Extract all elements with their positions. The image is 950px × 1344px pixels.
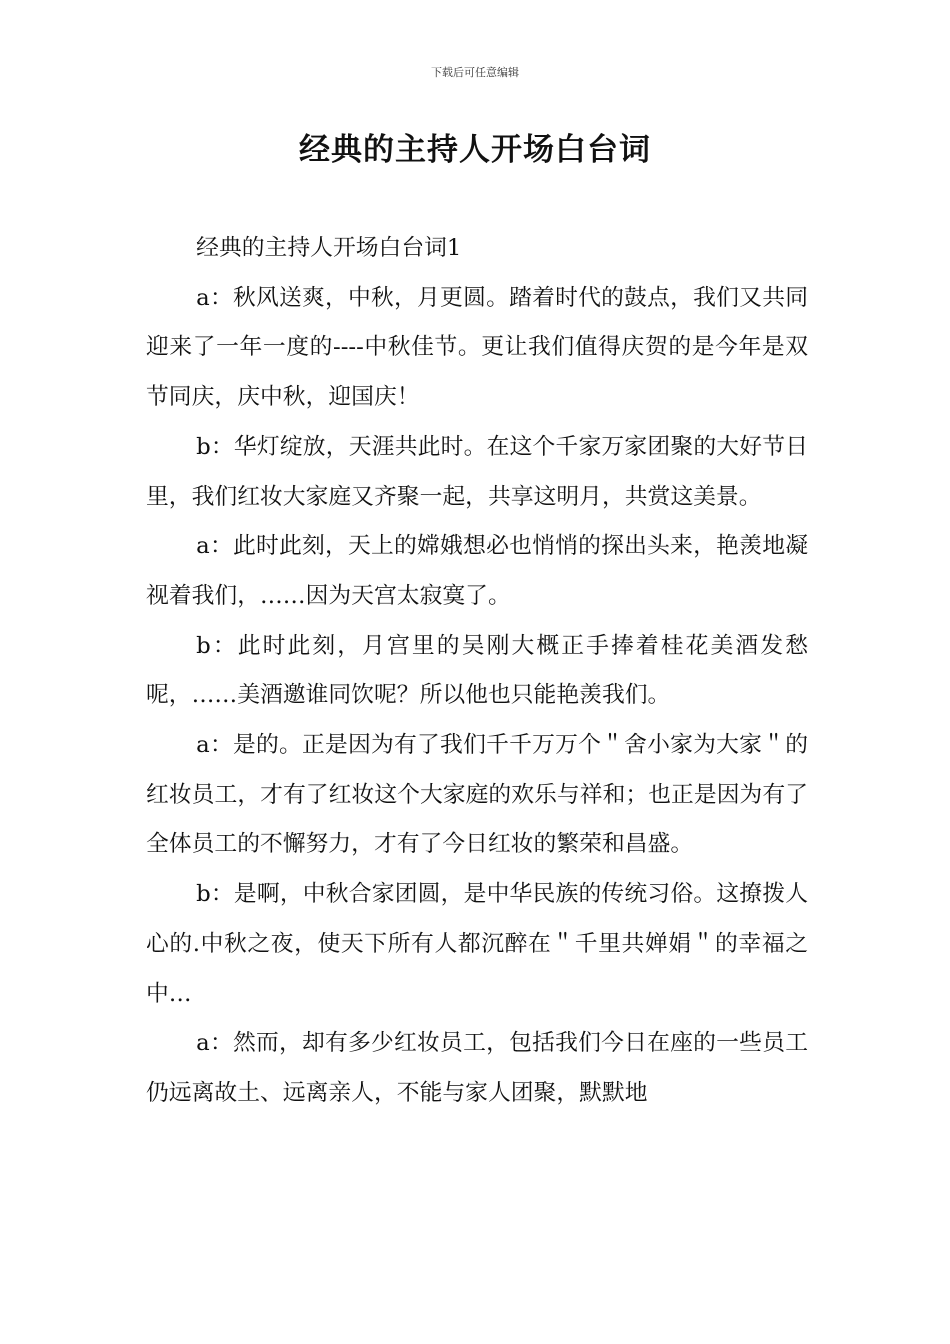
paragraph: a：秋风送爽，中秋，月更圆。踏着时代的鼓点，我们又共同迎来了一年一度的----中秋佳节。更让我们值得庆贺的是今年是双节同庆，庆中秋，迎国庆！ bbox=[146, 284, 808, 411]
paragraph: b：华灯绽放，天涯共此时。在这个千家万家团聚的大好节日里，我们红妆大家庭又齐聚一起，共享这明月，共赏这美景。 bbox=[146, 433, 808, 510]
paragraph: b：是啊，中秋合家团圆，是中华民族的传统习俗。这撩拨人心的.中秋之夜，使天下所有人都沉醉在＂千里共婵娟＂的幸福之中… bbox=[146, 881, 808, 1007]
document-body bbox=[146, 224, 808, 1119]
paragraph: a：是的。正是因为有了我们千千万万个＂舍小家为大家＂的红妆员工，才有了红妆这个大家庭的欢乐与祥和；也正是因为有了全体员工的不懈努力，才有了今日红妆的繁荣和昌盛。 bbox=[146, 732, 808, 858]
paragraph-subtitle: 经典的主持人开场白台词1 bbox=[196, 235, 462, 261]
paragraph: a：此时此刻，天上的嫦娥想必也悄悄的探出头来，艳羡地凝视着我们，……因为天宫太寂寞了。 bbox=[146, 533, 808, 609]
paragraph: a：然而，却有多少红妆员工，包括我们今日在座的一些员工仍远离故土、远离亲人，不能与家人团聚，默默地 bbox=[146, 1030, 808, 1106]
document-title: 经典的主持人开场白台词 bbox=[299, 132, 651, 168]
paragraph: b：此时此刻，月宫里的吴刚大概正手捧着桂花美酒发愁呢，……美酒邀谁同饮呢？所以他也只能艳羡我们。 bbox=[146, 632, 808, 709]
page-header-note: 下载后可任意编辑 bbox=[431, 66, 519, 79]
